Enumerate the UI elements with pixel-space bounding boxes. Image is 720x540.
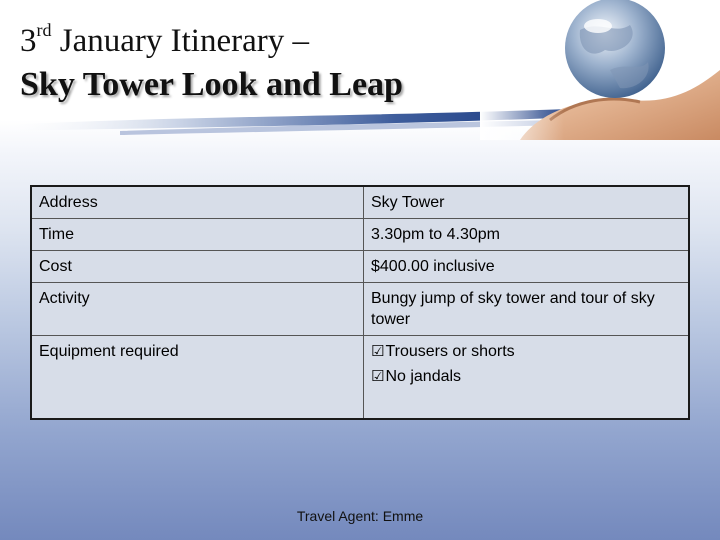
row-value: 3.30pm to 4.30pm [364,219,690,251]
title-line-1 [20,20,309,60]
title-line-1-text: January Itinerary – [51,23,309,59]
checkbox-checked-icon: ☑ [371,342,385,360]
equipment-item: Trousers or shorts [385,343,515,360]
equipment-item: No jandals [385,368,462,385]
list-item [371,341,681,362]
table-row [31,219,689,251]
title-day-suffix: rd [36,20,52,40]
table-row [31,283,689,336]
itinerary-table [30,185,690,420]
row-value: $400.00 inclusive [364,251,690,283]
title-day-number: 3 [20,23,37,59]
list-item [371,366,681,387]
row-value: Sky Tower [364,186,690,219]
row-label: Activity [31,283,364,336]
row-label: Address [31,186,364,219]
checkbox-checked-icon: ☑ [371,367,385,385]
row-value [364,336,690,420]
row-label: Cost [31,251,364,283]
table-row [31,186,689,219]
globe-in-hand-icon [480,0,720,140]
footer-text: Travel Agent: Emme [296,508,424,524]
row-label: Time [31,219,364,251]
row-value: Bungy jump of sky tower and tour of sky tower [364,283,690,336]
row-label: Equipment required [31,336,364,420]
table-row [31,251,689,283]
table-row [31,336,689,420]
title-line-2: Sky Tower Look and Leap [20,66,403,103]
title-area [0,0,720,150]
